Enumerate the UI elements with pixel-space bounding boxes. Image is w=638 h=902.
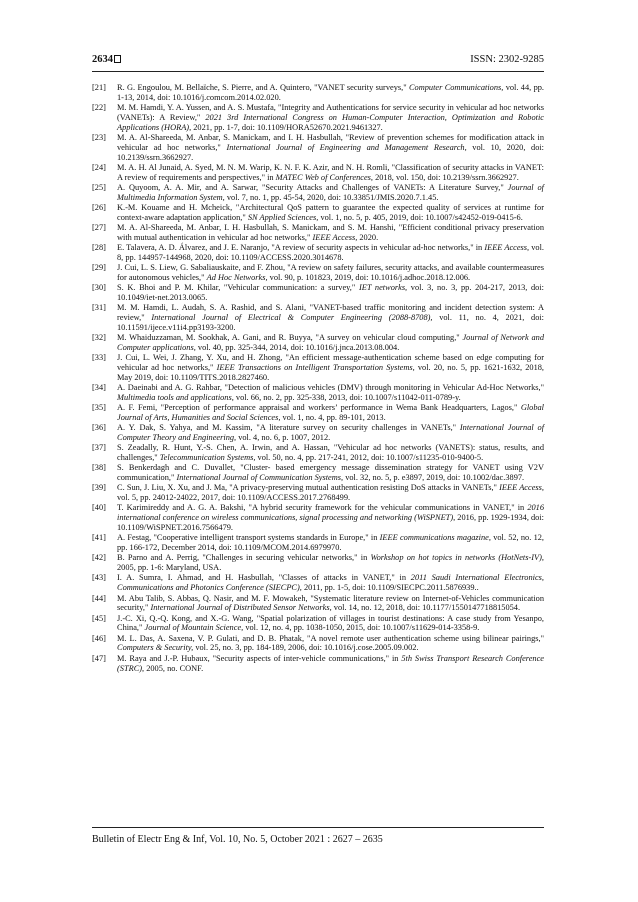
reference-venue: SN Applied Sciences, — [247, 212, 319, 222]
reference-details: vol. 8, pp. 144957-144968, 2020, doi: 10.1109/ACCESS.2020.3014678. — [117, 243, 544, 262]
reference-details: , 2018, vol. 150, doi: 10.2139/ssrn.3662927. — [370, 172, 519, 182]
reference-authors-title: S. Benkerdagh and C. Duvallet, "Cluster- based emergency message dissemination strategy for VANET using V2V communication," — [117, 463, 544, 483]
reference-number: [36] — [92, 423, 106, 433]
reference-authors-title: I. A. Sumra, I. Ahmad, and H. Hasbullah, "Classes of attacks in VANET," in — [117, 573, 411, 583]
reference-venue: Journal of Network and Computer applications, — [117, 333, 544, 352]
reference-details: , 2011, pp. 1-5, doi: 10.1109/SIECPC.2011.5876939.. — [299, 583, 479, 593]
reference-number: [27] — [92, 223, 106, 232]
reference-venue: Ad Hoc Networks, — [206, 272, 268, 282]
reference-authors-title: A. Daeinabi and A. G. Rahbar, "Detection of malicious vehicles (DMV) through monitoring in Vehicular Ad-Hoc Networks," — [117, 383, 544, 393]
reference-authors-title: E. Talavera, A. D. Álvarez, and J. E. Naranjo, "A review of security aspects in vehicular ad-hoc networks," in — [117, 243, 485, 253]
reference-authors-title: M. Whaiduzzaman, M. Sookhak, A. Gani, and R. Buyya, "A survey on vehicular cloud computing," — [117, 333, 463, 343]
reference-item — [92, 533, 544, 553]
reference-venue: Journal of Multimedia Information System, — [117, 182, 544, 202]
reference-details: vol. 44, pp. 1-13, 2014, doi: 10.1016/j.comcom.2014.02.020. — [117, 83, 545, 102]
reference-details: vol. 50, no. 4, pp. 217-241, 2012, doi: 10.1007/s11235-010-9400-5. — [255, 453, 484, 463]
reference-item — [92, 573, 544, 593]
reference-authors-title: M. Abu Talib, S. Abbas, Q. Nasir, and M. F. Mowakeh, "Systematic literature review on Internet-of-Vehicles communication security," — [117, 593, 544, 613]
reference-details: 2020. — [357, 232, 379, 242]
reference-details: vol. 90, p. 101823, 2019, doi: 10.1016/j.adhoc.2018.12.006. — [267, 272, 471, 282]
reference-number: [24] — [92, 162, 106, 172]
reference-authors-title: M. M. Hamdi, Y. A. Yussen, and A. S. Mustafa, "Integrity and Authentications for service security in vehicular ad hoc networks (VANETs): A Review," — [117, 103, 544, 122]
reference-authors-title: M. Raya and J.-P. Hubaux, "Security aspects of inter-vehicle communications," in — [117, 653, 402, 663]
reference-text — [117, 533, 544, 553]
reference-venue: 2021 3rd International Congress on Human-Computer Interaction, Optimization and Robotic Applications (HORA) — [117, 112, 544, 132]
reference-number: [33] — [92, 353, 106, 363]
reference-authors-title: M. L. Das, A. Saxena, V. P. Gulati, and D. B. Phatak, "A novel remote user authentication scheme using bilinear pairings," — [117, 633, 544, 643]
reference-authors-title: M. M. Hamdi, L. Audah, S. A. Rashid, and S. Alani, "VANET-based traffic monitoring and incident detection system: A review," — [117, 303, 544, 323]
reference-details: vol. 1, no. 5, p. 405, 2019, doi: 10.1007/s42452-019-0415-6. — [318, 212, 523, 222]
reference-list — [92, 83, 544, 674]
reference-text — [117, 463, 544, 483]
reference-text — [117, 573, 544, 593]
reference-number: [31] — [92, 303, 106, 313]
reference-authors-title: J. Cui, L. Wei, J. Zhang, Y. Xu, and H. Zhong, "An efficient message-authentication scheme based on edge computing for vehicular ad hoc networks," — [117, 353, 544, 372]
reference-venue: Journal of Mountain Science, — [144, 623, 244, 633]
reference-details: vol. 52, no. 12, pp. 166-172, December 2014, doi: 10.1109/MCOM.2014.6979970. — [117, 533, 544, 553]
reference-authors-title: A. Quyoom, A. A. Mir, and A. Sarwar, "Security Attacks and Challenges of VANETs: A Literature Survey," — [117, 182, 508, 192]
reference-details: vol. 11, no. 4, 2021, doi: 10.11591/ijece.v11i4.pp3193-3200. — [117, 313, 544, 332]
reference-venue: 5th Swiss Transport Research Conference (STRC) — [117, 653, 544, 673]
reference-text — [117, 353, 544, 382]
reference-details: vol. 4, no. 6, p. 1007, 2012. — [236, 433, 331, 442]
reference-number: [25] — [92, 182, 106, 192]
reference-details: vol. 20, no. 5, pp. 1621-1632, 2018, May 2019, doi: 10.1109/TITS.2018.2827460. — [117, 363, 544, 382]
reference-details: vol. 5, pp. 24012-24022, 2017, doi: 10.1109/ACCESS.2017.2768499. — [117, 493, 351, 503]
reference-number: [22] — [92, 103, 106, 113]
reference-authors-title: J. Cui, L. S. Liew, G. Sabaliauskaite, and F. Zhou, "A review on safety failures, security attacks, and available countermeasures for autonomous vehicles," — [117, 263, 544, 282]
reference-number: [38] — [92, 463, 106, 473]
reference-venue: International Journal of Communication Systems, — [176, 473, 344, 483]
issn: ISSN: 2302-9285 — [470, 54, 544, 65]
reference-text — [117, 403, 544, 423]
reference-text — [117, 483, 544, 503]
reference-authors-title: T. Karimireddy and A. G. A. Bakshi, "A hybrid security framework for the vehicular communications in VANET," in — [117, 503, 528, 513]
reference-venue: IEEE communications magazine, — [379, 533, 491, 543]
reference-item — [92, 223, 544, 243]
reference-venue: IEEE Access, — [484, 243, 530, 253]
reference-item — [92, 443, 544, 463]
reference-number: [21] — [92, 83, 106, 92]
page-number-text: 2634 — [92, 54, 113, 65]
footer-rule — [92, 827, 544, 828]
reference-venue: Telecommunication Systems, — [159, 453, 256, 463]
reference-item — [92, 163, 544, 183]
reference-number: [42] — [92, 553, 106, 563]
reference-item — [92, 423, 544, 443]
reference-number: [26] — [92, 202, 106, 212]
reference-details: vol. 1, no. 4, pp. 89-101, 2013. — [280, 412, 386, 422]
reference-text — [117, 163, 544, 183]
reference-venue: IEEE Access, — [499, 483, 544, 493]
reference-text — [117, 634, 544, 654]
reference-item — [92, 553, 544, 573]
reference-details: vol. 12, no. 4, pp. 1038-1050, 2015, doi: 10.1007/s11629-014-3358-9. — [243, 623, 480, 633]
reference-text — [117, 383, 544, 403]
reference-venue: 2016 international conference on wireless communications, signal processing and networking (WiSPNET) — [117, 503, 544, 523]
reference-venue: International Journal of Distributed Sensor Networks, — [150, 603, 332, 613]
page-header — [92, 54, 544, 65]
reference-item — [92, 654, 544, 674]
reference-number: [28] — [92, 243, 106, 253]
reference-text — [117, 223, 544, 243]
reference-item — [92, 403, 544, 423]
reference-item — [92, 594, 544, 614]
reference-venue: 2011 Saudi International Electronics, Communications and Photonics Conference (SIECPC) — [117, 573, 544, 593]
reference-item — [92, 383, 544, 403]
reference-details: , 2005, no. CONF. — [142, 663, 204, 673]
reference-text — [117, 103, 544, 132]
reference-details: , 2016, pp. 1929-1934, doi: 10.1109/WiSPNET.2016.7566479. — [117, 513, 544, 533]
reference-number: [44] — [92, 593, 106, 603]
reference-venue: International Journal of Electrical & Computer Engineering (2088-8708), — [151, 313, 433, 323]
reference-text — [117, 503, 544, 532]
reference-item — [92, 183, 544, 203]
reference-venue: Multimedia tools and applications, — [117, 392, 234, 402]
reference-text — [117, 333, 544, 353]
reference-item — [92, 203, 544, 223]
reference-item — [92, 353, 544, 382]
reference-text — [117, 614, 544, 634]
reference-venue: International Journal of Computer Theory and Engineering, — [117, 423, 545, 442]
reference-number: [30] — [92, 283, 106, 293]
reference-text — [117, 133, 544, 162]
reference-item — [92, 463, 544, 483]
reference-venue: Computer Communications, — [408, 83, 504, 92]
reference-item — [92, 333, 544, 353]
reference-item — [92, 634, 544, 654]
reference-authors-title: R. G. Engoulou, M. Bellaïche, S. Pierre, and A. Quintero, "VANET security surveys," — [117, 83, 409, 92]
reference-venue: Global Journal of Arts, Humanities and Social Sciences, — [117, 403, 544, 422]
reference-text — [117, 303, 544, 332]
reference-details: vol. 14, no. 12, 2018, doi: 10.1177/1550147718815054. — [331, 603, 521, 613]
reference-number: [23] — [92, 132, 106, 142]
reference-item — [92, 303, 544, 332]
reference-venue: IEEE Access, — [312, 232, 358, 242]
reference-authors-title: J.-C. Xi, Q.-Q. Kong, and X.-G. Wang, "Spatial polarization of villages in tourist destinations: A case study from Yesanpo, China," — [117, 613, 544, 633]
reference-authors-title: C. Sun, J. Liu, X. Xu, and J. Ma, "A privacy-preserving mutual authentication resisting DoS attacks in VANETs," — [117, 483, 500, 493]
reference-authors-title: A. Y. Dak, S. Yahya, and M. Kassim, "A literature survey on security challenges in VANETs," — [117, 423, 460, 433]
reference-text — [117, 553, 544, 573]
reference-text — [117, 654, 544, 674]
reference-authors-title: B. Parno and A. Perrig, "Challenges in securing vehicular networks," in — [117, 553, 371, 563]
reference-authors-title: A. Festag, "Cooperative intelligent transport systems standards in Europe," in — [117, 533, 380, 543]
reference-authors-title: K.-M. Kouame and H. Mcheick, "Architectural QoS pattern to guarantee the expected quality of services at runtime for context-aware adaptation application," — [117, 202, 544, 222]
reference-venue: Computers & Security, — [117, 643, 194, 653]
reference-number: [47] — [92, 653, 106, 663]
reference-authors-title: A. F. Femi, "Perception of performance appraisal and workers’ performance in Wema Bank Headquarters, Lagos," — [117, 403, 521, 413]
reference-details: vol. 66, no. 2, pp. 325-338, 2013, doi: 10.1007/s11042-011-0789-y. — [233, 392, 461, 402]
reference-venue: Workshop on hot topics in networks (HotNets-IV) — [370, 553, 542, 563]
reference-number: [45] — [92, 613, 106, 623]
reference-item — [92, 503, 544, 532]
reference-item — [92, 263, 544, 283]
reference-details: vol. 7, no. 1, pp. 45-54, 2020, doi: 10.33851/JMIS.2020.7.1.45. — [224, 192, 439, 202]
reference-text — [117, 283, 544, 303]
reference-details: , 2005, pp. 1-6: Maryland, USA. — [117, 553, 544, 573]
reference-authors-title: M. A. Al-Shareeda, M. Anbar, S. Manickam, and I. H. Hasbullah, "Review of prevention schemes for modification attack in vehicular ad hoc networks," — [117, 132, 544, 152]
reference-authors-title: M. A. Al-Shareeda, M. Anbar, I. H. Hasbullah, S. Manickam, and S. M. Hanshi, "Efficient conditional privacy preservation with mutual authentication in vehicular ad hoc networks," — [117, 223, 544, 242]
reference-number: [34] — [92, 383, 106, 393]
reference-number: [39] — [92, 483, 106, 493]
reference-item — [92, 83, 544, 103]
reference-item — [92, 133, 544, 162]
reference-details: vol. 40, pp. 325-344, 2014, doi: 10.1016/j.jnca.2013.08.004. — [195, 342, 400, 352]
reference-authors-title: M. A. H. Al Junaid, A. Syed, M. N. M. Warip, K. N. F. K. Azir, and N. H. Romli, "Classification of security attacks in VANET: A review of requirements and perspectives," in — [117, 162, 544, 182]
reference-venue: IET networks, — [358, 283, 408, 293]
square-glyph-icon — [114, 55, 121, 63]
reference-number: [40] — [92, 503, 106, 513]
reference-details: vol. 3, no. 3, pp. 204-217, 2013, doi: 10.1049/iet-net.2013.0065. — [117, 283, 544, 302]
page-number — [92, 54, 121, 65]
reference-text — [117, 594, 544, 614]
reference-number: [32] — [92, 333, 106, 343]
reference-venue: MATEC Web of Conferences — [275, 172, 371, 182]
reference-text — [117, 423, 544, 443]
reference-item — [92, 103, 544, 132]
reference-item — [92, 283, 544, 303]
reference-number: [37] — [92, 443, 106, 453]
reference-authors-title: S. K. Bhoi and P. M. Khilar, "Vehicular communication: a survey," — [117, 283, 359, 293]
reference-item — [92, 614, 544, 634]
reference-text — [117, 203, 544, 223]
reference-text — [117, 243, 544, 263]
reference-venue: International Journal of Engineering and Management Research, — [226, 142, 467, 152]
reference-details: vol. 25, no. 3, pp. 184-189, 2006, doi: 10.1016/j.cose.2005.09.002. — [193, 643, 419, 653]
reference-venue: IEEE Transactions on Intelligent Transportation Systems, — [216, 363, 415, 372]
reference-number: [29] — [92, 263, 106, 273]
reference-item — [92, 483, 544, 503]
reference-details: , 2021, pp. 1-7, doi: 10.1109/HORA52670.2021.9461327. — [189, 122, 383, 132]
reference-text — [117, 83, 544, 103]
reference-number: [41] — [92, 533, 106, 543]
reference-text — [117, 443, 544, 463]
reference-number: [43] — [92, 573, 106, 583]
reference-number: [35] — [92, 403, 106, 413]
reference-details: vol. 10, 2020, doi: 10.2139/ssrn.3662927. — [117, 142, 545, 162]
reference-text — [117, 183, 544, 203]
reference-number: [46] — [92, 633, 106, 643]
reference-item — [92, 243, 544, 263]
reference-details: vol. 32, no. 5, p. e3897, 2019, doi: 10.1002/dac.3897. — [343, 473, 525, 483]
header-rule — [92, 71, 544, 72]
reference-text — [117, 263, 544, 283]
page-footer: Bulletin of Electr Eng & Inf, Vol. 10, No. 5, October 2021 : 2627 – 2635 — [92, 834, 383, 845]
reference-authors-title: S. Zeadally, R. Hunt, Y.-S. Chen, A. Irwin, and A. Hassan, "Vehicular ad hoc networks (VANETS): status, results, and challenges," — [117, 443, 544, 463]
